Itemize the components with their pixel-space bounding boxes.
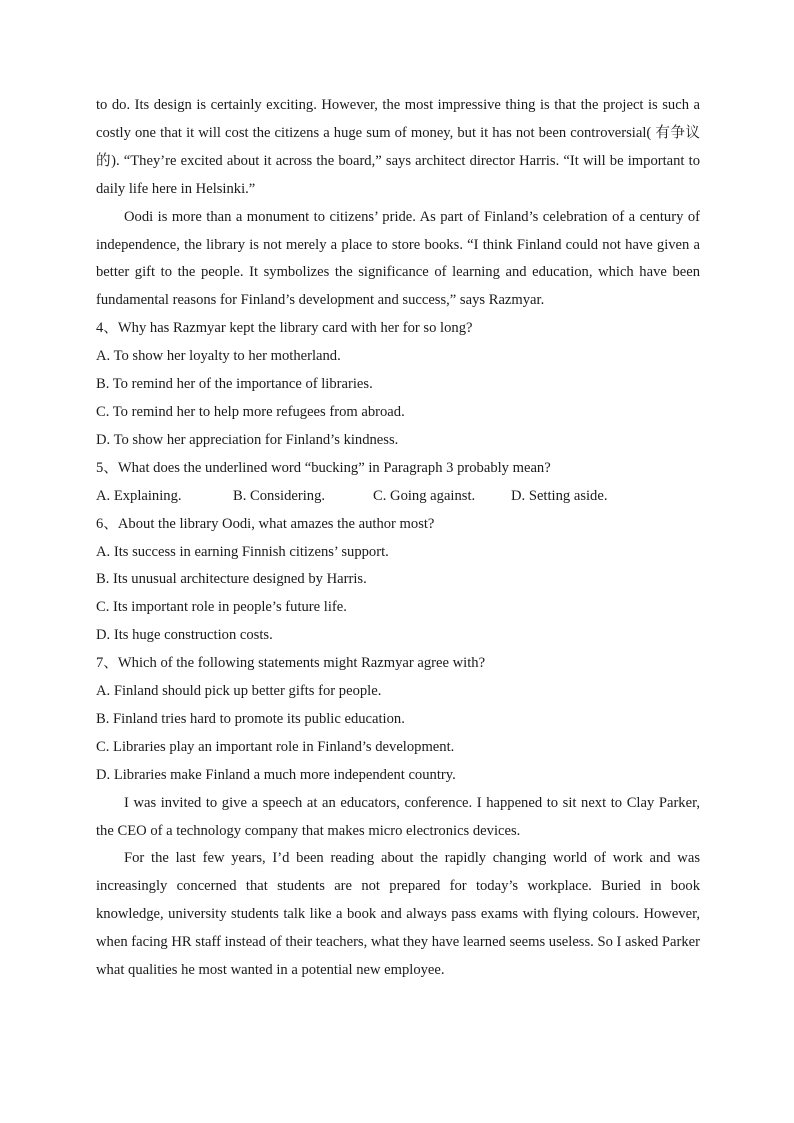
- option-5b: B. Considering.: [233, 487, 326, 504]
- option-6c: C. Its important role in people’s future life.: [96, 599, 347, 616]
- document-page: [96, 92, 700, 985]
- option-7d: D. Libraries make Finland a much more independent country.: [96, 766, 456, 783]
- option-5d: D. Setting aside.: [511, 487, 608, 504]
- option-4b: B. To remind her of the importance of libraries.: [96, 376, 373, 393]
- passage-paragraph: For the last few years, I’d been reading about the rapidly changing world of work and was increasingly concerned that students are not prepared for today’s workplace. Buried in book knowledge, university students talk like a book and always pass exams with flying colours. However, when facing HR staff instead of their teachers, what they have learned seems useless. So I asked Parker what qualities he most wanted in a potential new employee.: [96, 850, 700, 979]
- passage-paragraph: to do. Its design is certainly exciting. However, the most impressive thing is that the project is such a costly one that it will cost the citizens a huge sum of money, but it has not been controversial( 有争议的). “They’re excited about it across the board,” says architect director Harris. “It will be important to daily life here in Helsinki.”: [96, 97, 700, 197]
- question-stem-7: 7、Which of the following statements might Razmyar agree with?: [96, 655, 486, 672]
- option-6a: A. Its success in earning Finnish citizens’ support.: [96, 543, 389, 560]
- option-6d: D. Its huge construction costs.: [96, 627, 273, 644]
- option-4d: D. To show her appreciation for Finland’s kindness.: [96, 431, 399, 448]
- option-5a: A. Explaining.: [96, 487, 182, 504]
- option-7b: B. Finland tries hard to promote its public education.: [96, 710, 405, 727]
- passage-paragraph: Oodi is more than a monument to citizens’ pride. As part of Finland’s celebration of a century of independence, the library is not merely a place to store books. “I think Finland could not have given a better gift to the people. It symbolizes the significance of learning and education, which have been fundamental reasons for Finland’s development and success,” says Razmyar.: [96, 208, 700, 309]
- passage-paragraph: I was invited to give a speech at an educators, conference. I happened to sit next to Clay Parker, the CEO of a technology company that makes micro electronics devices.: [96, 794, 700, 839]
- option-4c: C. To remind her to help more refugees from abroad.: [96, 403, 405, 420]
- option-4a: A. To show her loyalty to her motherland.: [96, 348, 341, 365]
- option-5c: C. Going against.: [373, 487, 476, 504]
- options-row-5: [96, 483, 700, 511]
- question-stem-4: 4、Why has Razmyar kept the library card with her for so long?: [96, 320, 473, 337]
- option-6b: B. Its unusual architecture designed by Harris.: [96, 571, 367, 588]
- question-stem-6: 6、About the library Oodi, what amazes the author most?: [96, 515, 435, 532]
- question-stem-5: 5、What does the underlined word “bucking” in Paragraph 3 probably mean?: [96, 459, 551, 476]
- option-7a: A. Finland should pick up better gifts for people.: [96, 683, 382, 700]
- option-7c: C. Libraries play an important role in Finland’s development.: [96, 738, 455, 755]
